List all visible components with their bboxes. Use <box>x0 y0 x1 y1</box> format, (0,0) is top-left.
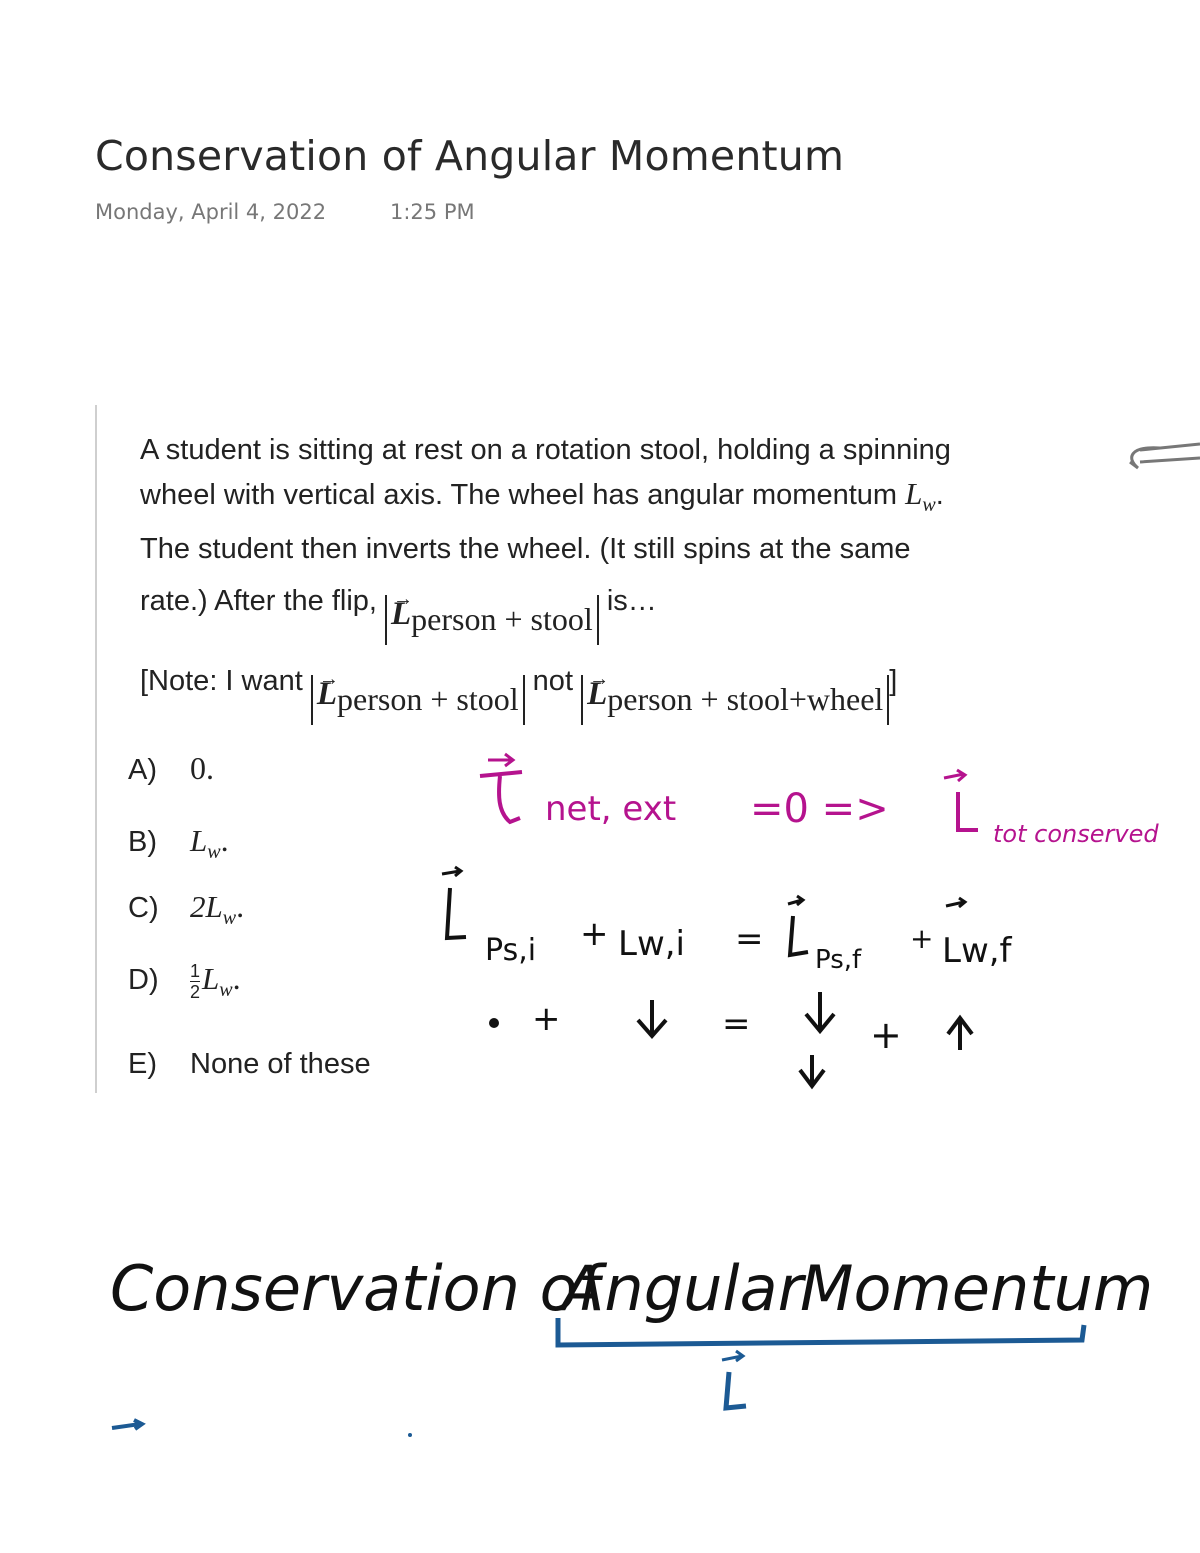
lw-symbol: $L_w$ <box>905 476 936 517</box>
rotate-arrow-icon <box>1130 444 1200 468</box>
vector-arrow-icon-2 <box>944 770 965 781</box>
question-line-2: wheel with vertical axis. The wheel has angular momentum $L_w$. <box>140 476 944 517</box>
plus-sign-4: + <box>870 1013 902 1057</box>
page-title: Conservation of Angular Momentum <box>95 132 845 180</box>
heading-momentum: Momentum <box>800 1252 1154 1325</box>
plus-sign-3: + <box>532 999 561 1039</box>
handwritten-heading <box>110 1252 1153 1437</box>
equals-sign: = <box>735 919 764 959</box>
handwriting-equation-line <box>442 867 1013 975</box>
net-ext-label: net, ext <box>545 789 677 829</box>
down-arrow-icon-3 <box>800 1055 824 1086</box>
vector-arrow-icon-blue <box>722 1351 743 1361</box>
option-c: C) $2L_w$. <box>128 888 245 929</box>
heading-angular: Angular <box>562 1252 804 1325</box>
question-line-4-text: rate.) After the flip, <box>140 585 385 618</box>
handwriting-torque-line <box>480 754 1159 848</box>
l-symbol <box>958 792 978 830</box>
question-line-3: The student then inverts the wheel. (It still spins at the same <box>140 533 911 566</box>
option-a: A) 0. <box>128 750 214 786</box>
abs-l-person-stool-note: → Lperson + stool <box>311 675 525 725</box>
plus-sign-2: + <box>910 922 934 955</box>
tot-conserved-label: tot conserved <box>993 820 1159 848</box>
question-line-2-text: wheel with vertical axis. The wheel has angular momentum <box>140 479 906 511</box>
lw-f-label: Lw,f <box>942 931 1012 971</box>
question-note: [Note: I want → Lperson + stool not → Lperson + stool+wheel ] <box>140 659 1110 725</box>
down-arrow-icon-2 <box>806 992 834 1031</box>
question-line-1: A student is sitting at rest on a rotation stool, holding a spinning <box>140 434 951 466</box>
handwriting-direction-line <box>489 992 972 1086</box>
abs-l-person-stool-wheel: → Lperson + stool+wheel <box>581 675 889 725</box>
heading-conservation-of: Conservation of <box>110 1252 600 1325</box>
zero-dot <box>489 1018 499 1028</box>
lw-i-label: Lw,i <box>618 924 686 964</box>
down-arrow-icon <box>638 1000 666 1036</box>
tau-symbol <box>480 772 522 822</box>
page-time: 1:25 PM <box>390 200 475 224</box>
ink-dot <box>408 1433 412 1437</box>
l-symbol-black <box>447 888 466 938</box>
plus-sign: + <box>580 914 609 954</box>
equals-zero-implies: =0 => <box>750 786 889 832</box>
page-date: Monday, April 4, 2022 <box>95 200 327 224</box>
equals-sign-2: = <box>722 1004 751 1044</box>
fraction-one-half: $\frac{1}{2}$ <box>190 960 201 1002</box>
option-b: B) $L_w$. <box>128 822 229 863</box>
up-arrow-icon <box>948 1018 972 1050</box>
ps-f-label: Ps,f <box>815 945 862 975</box>
l-symbol-blue <box>726 1372 746 1408</box>
partial-arrow-icon <box>112 1420 142 1429</box>
ps-i-label: Ps,i <box>485 933 537 968</box>
option-e: E) None of these <box>128 1048 371 1080</box>
vector-arrow-icon <box>488 754 513 766</box>
abs-l-person-stool: → Lperson + stool <box>385 595 599 645</box>
question-line-4-end: is… <box>598 585 657 618</box>
option-d: D) $\frac{1}{2}$ $L_w$. <box>128 960 241 1002</box>
